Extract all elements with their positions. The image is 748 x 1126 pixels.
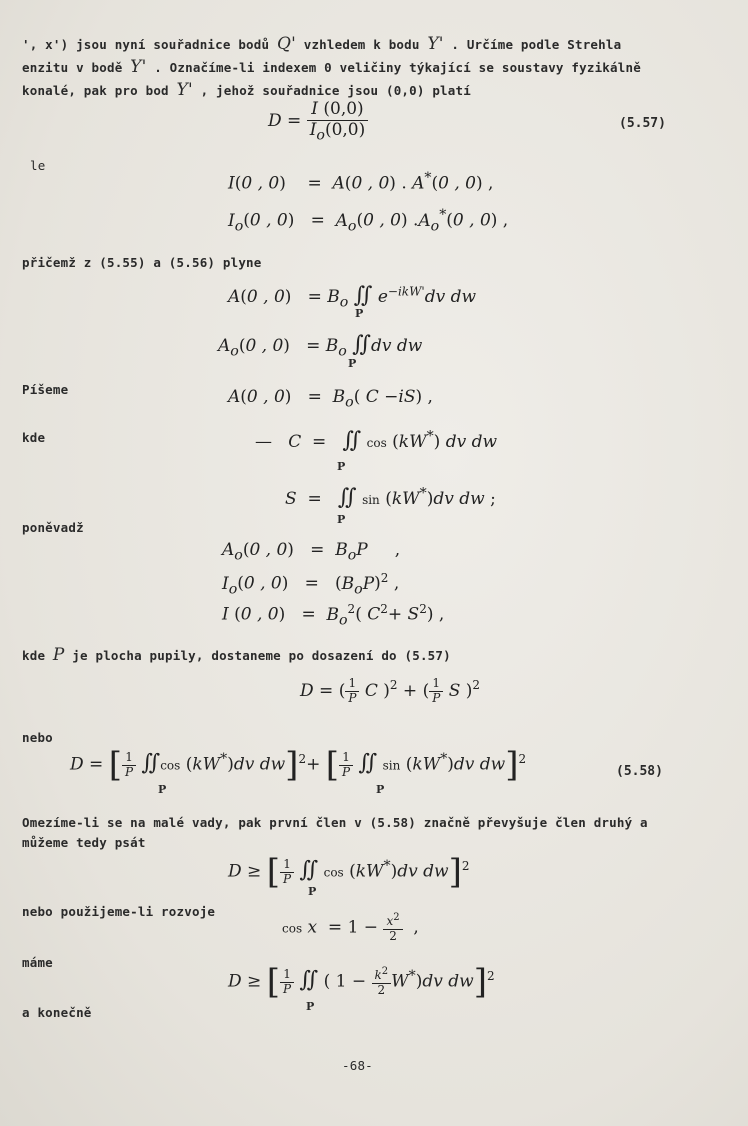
text-omezime-1: Omezíme-li se na malé vady, pak první člen v (5.58) značně převyšuje člen druhý a [22, 815, 648, 830]
equation-Ao-BP: $A_o(0$ , $0) = B_oP$ , [222, 540, 401, 564]
equation-D-ineq-final: D ≥ [ $\frac{1}{P}$ ∬ ( 1 − $\frac{k^2}{2}$ W*)dv dw]$^2$ [228, 962, 495, 1002]
equation-S: S = ∬ sin (kW*)dv dw ; [285, 485, 496, 510]
equation-I00: I(0 , 0) = A(0 , 0) . A*(0 , 0) , [228, 170, 494, 194]
equation-label-5-58: (5.58) [616, 764, 663, 779]
text-line-2: enzitu v bodě Y' . Označíme-li indexem 0 veličiny týkající se soustavy fyzikálně [22, 57, 641, 77]
text-kde-1: kde [22, 430, 46, 445]
pupil-label: P [337, 513, 346, 526]
equation-D-ineq-cos: D ≥ [ $\frac{1}{P}$ ∬ cos (kW*)dv dw]$^2$ [228, 852, 470, 892]
equation-A00: A(0 , $0) = B_o$ ∬ $e^{-ikW'}dv$ dw [228, 283, 477, 311]
equation-Ao00: $A_o(0$ , $0) = B_o$ ∬dv dw [218, 332, 423, 360]
equation-I-C2S2: I (0 , $0) = B_o^2$( $C^2+ S^2$) , [222, 602, 445, 629]
text-omezime-2: můžeme tedy psát [22, 835, 146, 850]
text-ponevadz: poněvadž [22, 520, 84, 535]
text-nebo-1: nebo [22, 730, 53, 745]
pupil-label: P [376, 783, 385, 796]
text-mame: máme [22, 955, 53, 970]
text-piseme: Píšeme [22, 382, 69, 397]
page-number: -68- [342, 1058, 373, 1073]
text-line-3: konalé, pak pro bod Y' , jehož souřadnice jsou (0,0) platí [22, 80, 471, 100]
pupil-label: P [348, 357, 357, 370]
text-pricemz: přičemž z (5.55) a (5.56) plyne [22, 255, 262, 270]
text-kde-p: kde P je plocha pupily, dostaneme po dosazení do (5.57) [22, 645, 451, 665]
equation-cos-expansion: cos x = 1 − $\frac{x^2}{2}$ , [282, 912, 419, 943]
pupil-label: P [355, 307, 364, 320]
pupil-label: P [337, 460, 346, 473]
equation-A00-CS: A(0 , $0) = B_o$( C −iS) , [228, 387, 433, 411]
text-nebo-pouzijeme: nebo použijeme-li rozvoje [22, 904, 216, 919]
equation-Io00: $I_o(0$ , $0) = A_o(0$ , 0) $.A_o^*(0$ , 0) , [228, 207, 509, 235]
text-a-konecne: a konečně [22, 1005, 92, 1020]
equation-C: — C = ∬ cos (kW*) dv dw [255, 428, 498, 453]
text-le: le [30, 158, 46, 173]
pupil-label: P [308, 885, 317, 898]
equation-5-58: D = [ $\frac{1}{P}$ ∬cos (kW*)dv dw]$^2$+ [ $\frac{1}{P}$ ∬ sin (kW*)dv dw]$^2$ [70, 745, 527, 785]
pupil-label: P [158, 783, 167, 796]
pupil-label: P [306, 1000, 315, 1013]
equation-D-CS: D = ( $\frac{1}{P}$ C )$^2$ + ( $\frac{1}{P}$ S )$^2$ [300, 676, 481, 705]
equation-Io-BP2: $I_o(0$ , $0) = (B_oP)^2$ , [222, 571, 400, 598]
equation-label-5-57: (5.57) [619, 116, 666, 131]
equation-5-57: D = $\frac{I (0,0)}{I_o(0,0)}$ [268, 100, 368, 143]
text-line-1: ', x') jsou nyní souřadnice bodů Q' vzhledem k bodu Y' . Určíme podle Strehla [22, 34, 622, 54]
